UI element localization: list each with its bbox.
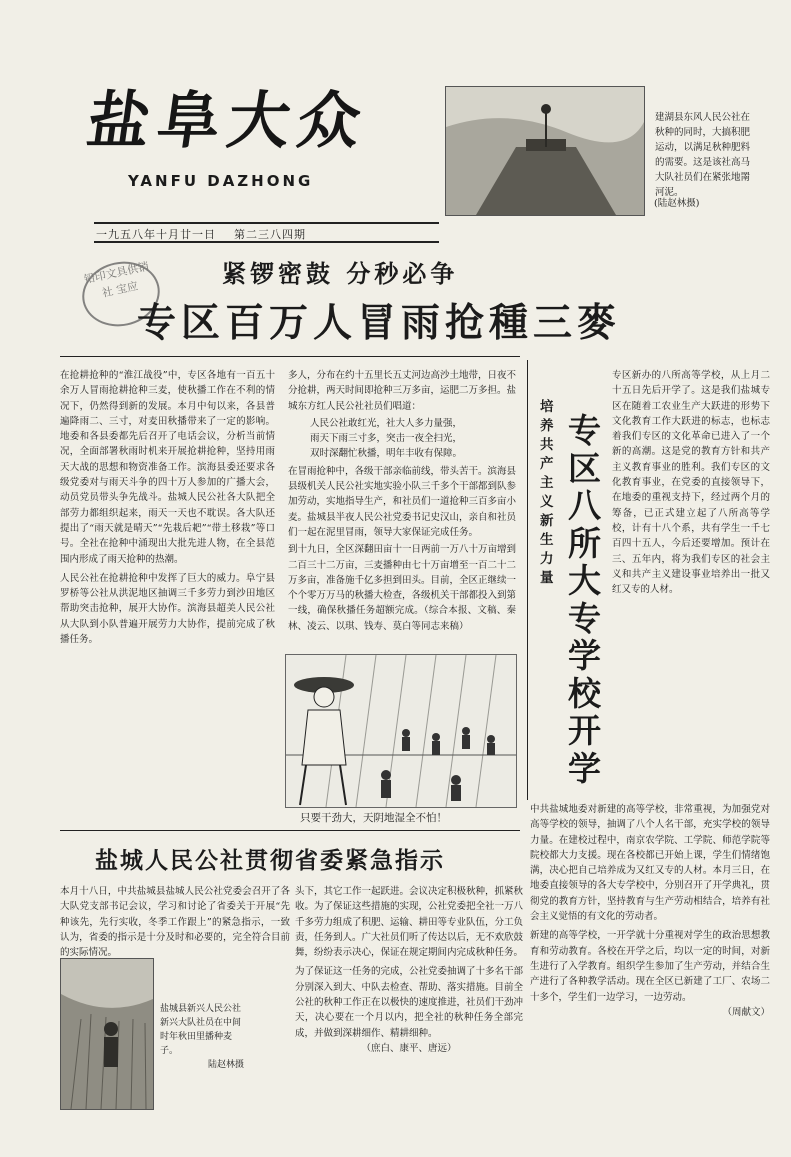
issue-date: 一九五八年十月廿一日 (96, 228, 216, 241)
side-credit: （周献文） (722, 1006, 770, 1018)
side-paragraph-2: 中共盐城地委对新建的高等学校，非常重视，为加强党对高等学校的领导，抽调了八个人名干部，充实学校的领导力量。在建校过程中，南京农学院、工学院、师范学院等院校都大力支援。现在各校都已开始上课，学生们情绪饱满，决心把自己培养成为又红又专的人材。本月三日，在地委直接领导的各大专学校中，分别召开了开学典礼，贯彻党的教育方针，坚持教育与生产劳动相结合，培养有社会主义觉悟的有文化的劳动者。 (530, 804, 770, 923)
second-column-2 (295, 884, 523, 1056)
top-photo-image (446, 87, 644, 215)
library-stamp: 铅印文具供销社 宝应 (76, 255, 166, 334)
dateline (96, 226, 306, 242)
second-paragraph-1: 本月十八日，中共盐城县盐城人民公社党委会召开了各大队党支部书记会议，学习和讨论了省委关于开展“先种该先，先行实收，冬季工作跟上”的紧急指示，一致认为，省委的指示是十分及时和必要的，完全符合目前的实际情况。 (60, 886, 290, 959)
bottom-photo-credit: 陆赵林摄 (207, 1060, 244, 1070)
second-credit: （庶白、康平、唐远） (361, 1042, 457, 1054)
lead-paragraph-2: 人民公社在抢耕抢种中发挥了巨大的威力。阜宁县罗桥等公社从洪泥地区抽调三千多劳力到沙田地区帮助突击抢种，展开大协作。滨海县超美人民公社从大队到小队普遍开展劳力大协作，提前完成了秋播任务。 (60, 572, 275, 646)
lead-column-2 (288, 368, 516, 634)
top-photo-caption: 建湖县东风人民公社在秋种的同时，大搞积肥运动，以满足秋种肥料的需要。这是该社高马大队社员们在紧张地罱河泥。 (655, 112, 751, 198)
poem-line: 雨天下雨三寸多，突击一夜全扫光， (310, 433, 463, 445)
top-photo (445, 86, 645, 216)
second-headline: 盐城人民公社贯彻省委紧急指示 (95, 847, 445, 874)
lead-paragraph-3: 多人，分布在约十五里长五丈河边高沙土地带，日夜不分抢耕，两天时间即抢种三万多亩，运肥二万多担。盐城东方红人民公社社员们唱道： (288, 370, 517, 412)
illustration-caption: 只要干劲大，天阴地湿全不怕！ (300, 812, 447, 824)
side-column-2 (530, 802, 770, 1020)
poem-line: 人民公社敢红光，社大人多力量强， (310, 417, 463, 429)
second-paragraph-2: 头下，其它工作一起跃进。会议决定积极秋种，抓紧秋收。为了保证这些措施的实现，公社党委把全社一万八千多劳力组成了积肥、运输、耕田等专业队伍，分工负责，任务到人。广大社员们听了传达以后，无不欢欣鼓舞，纷纷表示决心，保证在规定期间内完成秋种任务。 (295, 886, 524, 959)
masthead-title: 盐阜大众 (82, 84, 374, 157)
second-paragraph-3: 为了保证这一任务的完成，公社党委抽调了十多名干部分别深入到大、中队去检查、帮助、落实措施。目前全公社的秋种工作正在以极快的速度推进，社员们干劲冲天，决心要在一个月以内，把全社的秋种任务全部完成，并做到深耕细作、精耕细种。 (295, 966, 524, 1039)
lead-kicker: 紧锣密鼓 分秒必争 (222, 259, 459, 288)
second-column-1 (60, 884, 290, 960)
bottom-photo-caption (160, 1002, 244, 1072)
bottom-photo (60, 958, 154, 1110)
lead-paragraph-4: 在冒雨抢种中，各级干部亲临前线，带头苦干。滨海县县级机关人民公社实地实验小队三千多个干部都到队参加劳动，实地指导生产，和社员们一道抢种三百多亩小麦。盐城县半夜人民公社党委书记史汉山，亲自和社员们一起在泥里冒雨，领导大家保证完成任务。 (288, 465, 517, 538)
poem-line: 双时深翻忙秋播，明年丰收有保障。 (310, 448, 463, 460)
side-divider (527, 360, 528, 800)
lead-column-1 (60, 368, 275, 647)
lead-paragraph-5: 到十九日，全区深翻田亩十一日两前一万八十万亩增到二百三十二万亩，三麦播种由七十万亩增至一百二十二万多亩，准备施千亿多担到田头。目前，全区正继续一个个零万万马的秋播大检查，各级机关干部都投入到第一线，确保秋播任务超额完成。（综合本报、文稿、秦林、凌云、以琪、钱寿、莫白等同志来稿） (288, 544, 517, 632)
top-photo-credit: (陆赵林摄) (654, 198, 700, 209)
side-headline: 专区八所大专学校开学 (568, 411, 601, 788)
dateline-rule (94, 241, 439, 243)
lead-poem (288, 416, 516, 462)
bottom-photo-caption-text: 盐城县新兴人民公社新兴大队社员在中间时年秋田里播种麦子。 (160, 1004, 242, 1056)
lead-headline: 专区百万人冒雨抢種三麥 (137, 300, 622, 346)
illustration (285, 654, 517, 808)
bottom-photo-image (61, 959, 153, 1109)
side-kicker: 培养共产主义新生力量 (540, 399, 554, 586)
side-paragraph-3: 新建的高等学校，一开学就十分重视对学生的政治思想教育和劳动教育。各校在开学之后，均以一定的时间，对新生进行了入学教育。组织学生参加了生产劳动，并结合生产进行了各种教学活动。现在全区已新建了工厂、农场二十多个，学生们一边学习，一边劳动。 (530, 930, 770, 1003)
masthead-latin: YANFU DAZHONG (128, 172, 314, 190)
masthead-rule (94, 222, 439, 224)
issue-number: 第二三八四期 (234, 228, 306, 241)
side-column-1: 专区新办的八所高等学校，从上月二十五日先后开学了。这是我们盐城专区在随着工农业生产大跃进的形势下文化教育工作大跃进的标志，也标志着我们专区的文化革命已进入了一个新的高潮。这是党的教育方针和共产主义教育事业的胜利。我们专区的文化教育事业，在党委的直接领导下，在地委的重视支持下，经过两个月的筹备，已正式建立起了八所高等学校，计有十八个系，共有学生一千七百四十五人，今后还要增加。预计在三、五年内，将为我们专区的社会主义和共产主义建设事业培养出一批又红又专的人材。 (612, 370, 770, 596)
lead-rule (60, 356, 520, 357)
lead-paragraph-1: 在抢耕抢种的“淮江战役”中，专区各地有一百五十余万人冒雨抢耕抢种三麦，使秋播工作在不利的情况下，仍然得到新的发展。本月中旬以来，各县普遍降雨二、三寸，对麦田秋播带来了一定的影响。地委和各县委都先后召开了电话会议，分析当前情况，全面部署秋雨时机来开展抢耕抢种，坚持用雨天大战的思想和物资准备工作。滨海县委还要求各级党委对与雨天斗争的四十万人参加的广播大会，动员党员带头争先战斗。盐城人民公社各大队把全部劳力都组织起来，雨天一天也不耽误。各大队还提出了“雨天就是晴天”“先栽后耙”“带土移栽”等口号。全社在抢种中涌现出大批先进人物，在全县范围内形成了雨天抢种的热潮。 (60, 370, 275, 565)
second-rule (60, 830, 520, 831)
illustration-drawing (286, 655, 516, 807)
